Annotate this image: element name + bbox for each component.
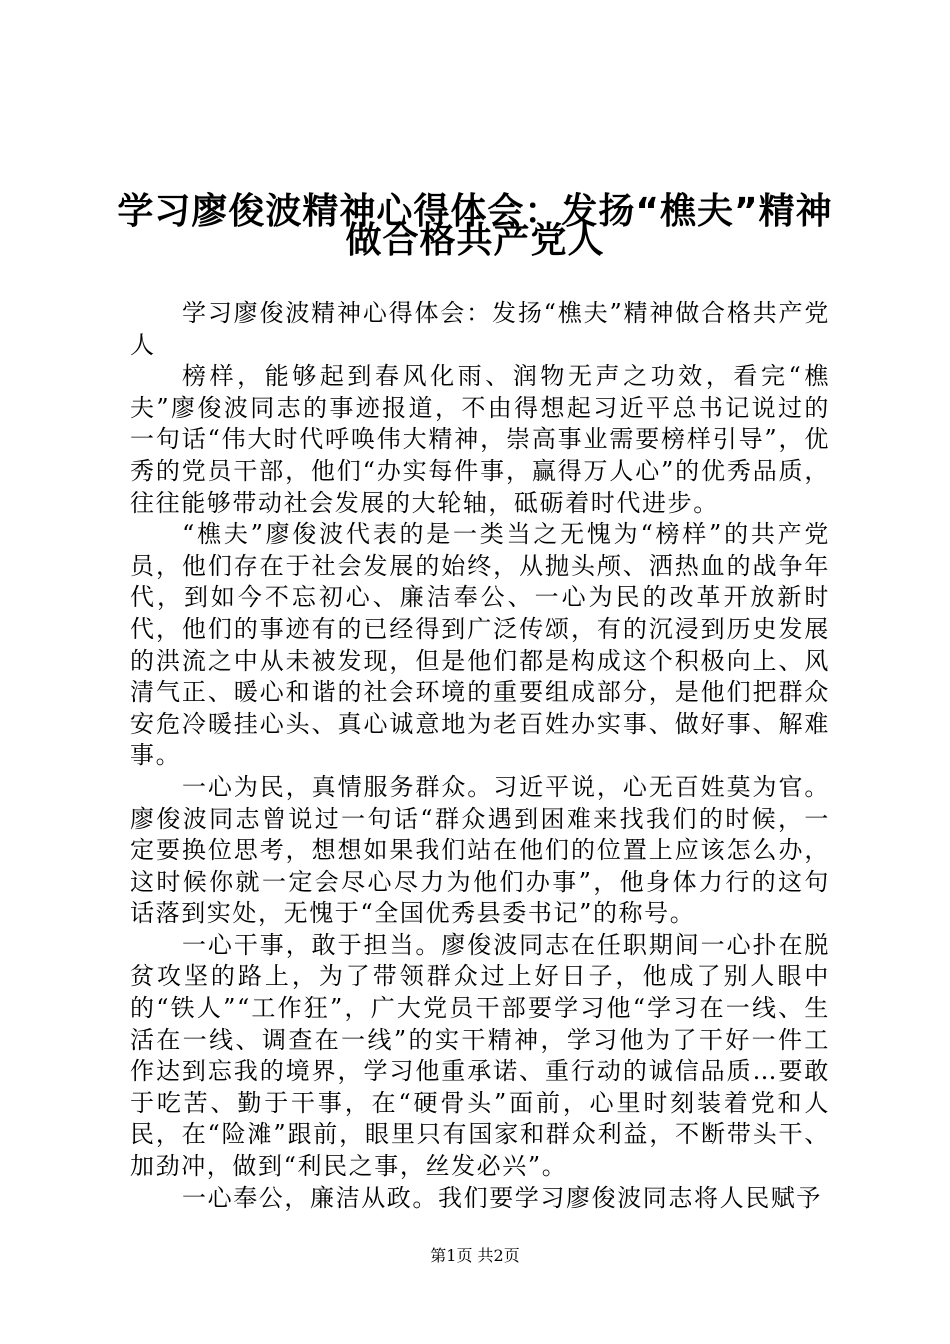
document-title-line-2: 做合格共产党人 <box>345 220 605 261</box>
document-title-line-1: 学习廖俊波精神心得体会：发扬“樵夫”精神 <box>117 191 833 232</box>
paragraph-2: 榜样，能够起到春风化雨、润物无声之功效，看完“樵夫”廖俊波同志的事迹报道，不由得想起习近平总书记说过的一句话“伟大时代呼唤伟大精神，崇高事业需要榜样引导”，优秀的党员干部，他们“办实每件事，赢得万人心”的优秀品质，往往能够带动社会发展的大轮轴，砥砺着时代进步。 <box>130 362 830 517</box>
page-number-footer: 第1页 共2页 <box>430 1246 520 1265</box>
paragraph-5: 一心干事，敢于担当。廖俊波同志在任职期间一心扑在脱贫攻坚的路上，为了带领群众过上好日子，他成了别人眼中的“铁人”“工作狂”，广大党员干部要学习他“学习在一线、生活在一线、调查在一线”的实干精神，学习他为了干好一件工作达到忘我的境界，学习他重承诺、重行动的诚信品质…要敢于吃苦、勤于干事，在“硬骨头”面前，心里时刻装着党和人民，在“险滩”跟前，眼里只有国家和群众利益，不断带头干、加劲冲，做到“利民之事，丝发必兴”。 <box>130 930 830 1181</box>
paragraph-3: “樵夫”廖俊波代表的是一类当之无愧为“榜样”的共产党员，他们存在于社会发展的始终，从抛头颅、洒热血的战争年代，到如今不忘初心、廉洁奉公、一心为民的改革开放新时代，他们的事迹有的已经得到广泛传颂，有的沉浸到历史发展的洪流之中从未被发现，但是他们都是构成这个积极向上、风清气正、暖心和谐的社会环境的重要组成部分，是他们把群众安危冷暖挂心头、真心诚意地为老百姓办实事、做好事、解难事。 <box>130 520 830 770</box>
paragraph-6: 一心奉公，廉洁从政。我们要学习廖俊波同志将人民赋予 <box>182 1183 822 1212</box>
paragraph-1: 学习廖俊波精神心得体会：发扬“樵夫”精神做合格共产党人 <box>130 299 830 359</box>
paragraph-4: 一心为民，真情服务群众。习近平说，心无百姓莫为官。廖俊波同志曾说过一句话“群众遇到困难来找我们的时候，一定要换位思考，想想如果我们站在他们的位置上应该怎么办，这时候你就一定会尽心尽力为他们办事”，他身体力行的这句话落到实处，无愧于“全国优秀县委书记”的称号。 <box>130 772 830 928</box>
document-body <box>130 298 830 1214</box>
